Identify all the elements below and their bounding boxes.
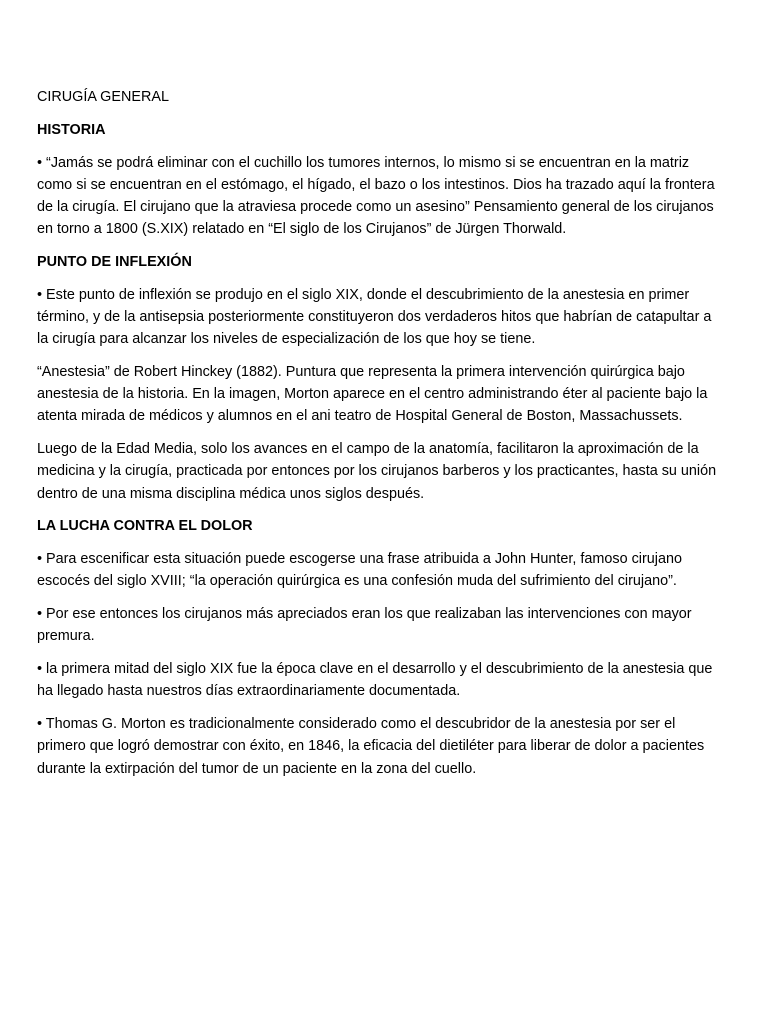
section-heading-lucha-contra-el-dolor: LA LUCHA CONTRA EL DOLOR (37, 518, 253, 535)
document-page (37, 86, 717, 790)
paragraph: “Anestesia” de Robert Hinckey (1882). Puntura que representa la primera intervención quirúrgica bajo anestesia de la historia. En la imagen, Morton aparece en el centro administrando éter al paciente bajo la atenta mirada de médicos y alumnos en el ani teatro de Hospital General de Boston, Massachussets. (37, 364, 708, 425)
paragraph: • Thomas G. Morton es tradicionalmente considerado como el descubridor de la anestesia por ser el primero que logró demostrar con éxito, en 1846, la eficacia del dietiléter para liberar de dolor a pacientes durante la extirpación del tumor de un paciente en la zona del cuello. (37, 716, 705, 777)
paragraph: • “Jamás se podrá eliminar con el cuchillo los tumores internos, lo mismo si se encuentran en la matriz como si se encuentran en el estómago, el hígado, el bazo o los intestinos. Dios ha trazado aquí la frontera de la cirugía. El cirujano que la atraviesa procede como un asesino” Pensamiento general de los cirujanos en torno a 1800 (S.XIX) relatado en “El siglo de los Cirujanos” de Jürgen Thorwald. (37, 154, 715, 238)
paragraph: • Para escenificar esta situación puede escogerse una frase atribuida a John Hunter, famoso cirujano escocés del siglo XVIII; “la operación quirúrgica es una confesión muda del sufrimiento del cirujano”. (37, 551, 682, 590)
paragraph: • Este punto de inflexión se produjo en el siglo XIX, donde el descubrimiento de la anestesia en primer término, y de la antisepsia posteriormente constituyeron dos verdaderos hitos que habrían de catapultar a la cirugía para alcanzar los niveles de especialización de los que hoy se tiene. (37, 286, 712, 348)
section-heading-punto-de-inflexion: PUNTO DE INFLEXIÓN (37, 254, 192, 270)
paragraph: • Por ese entonces los cirujanos más apreciados eran los que realizaban las intervenciones con mayor premura. (37, 606, 692, 645)
paragraph: • la primera mitad del siglo XIX fue la época clave en el desarrollo y el descubrimiento de la anestesia que ha llegado hasta nuestros días extraordinariamente documentada. (37, 661, 713, 700)
document-title: CIRUGÍA GENERAL (37, 89, 169, 105)
paragraph: Luego de la Edad Media, solo los avances en el campo de la anatomía, facilitaron la aproximación de la medicina y la cirugía, practicada por entonces por los cirujanos barberos y los practicantes, hasta su unión dentro de una misma disciplina médica unos siglos después. (37, 441, 717, 502)
section-heading-historia: HISTORIA (37, 121, 106, 138)
